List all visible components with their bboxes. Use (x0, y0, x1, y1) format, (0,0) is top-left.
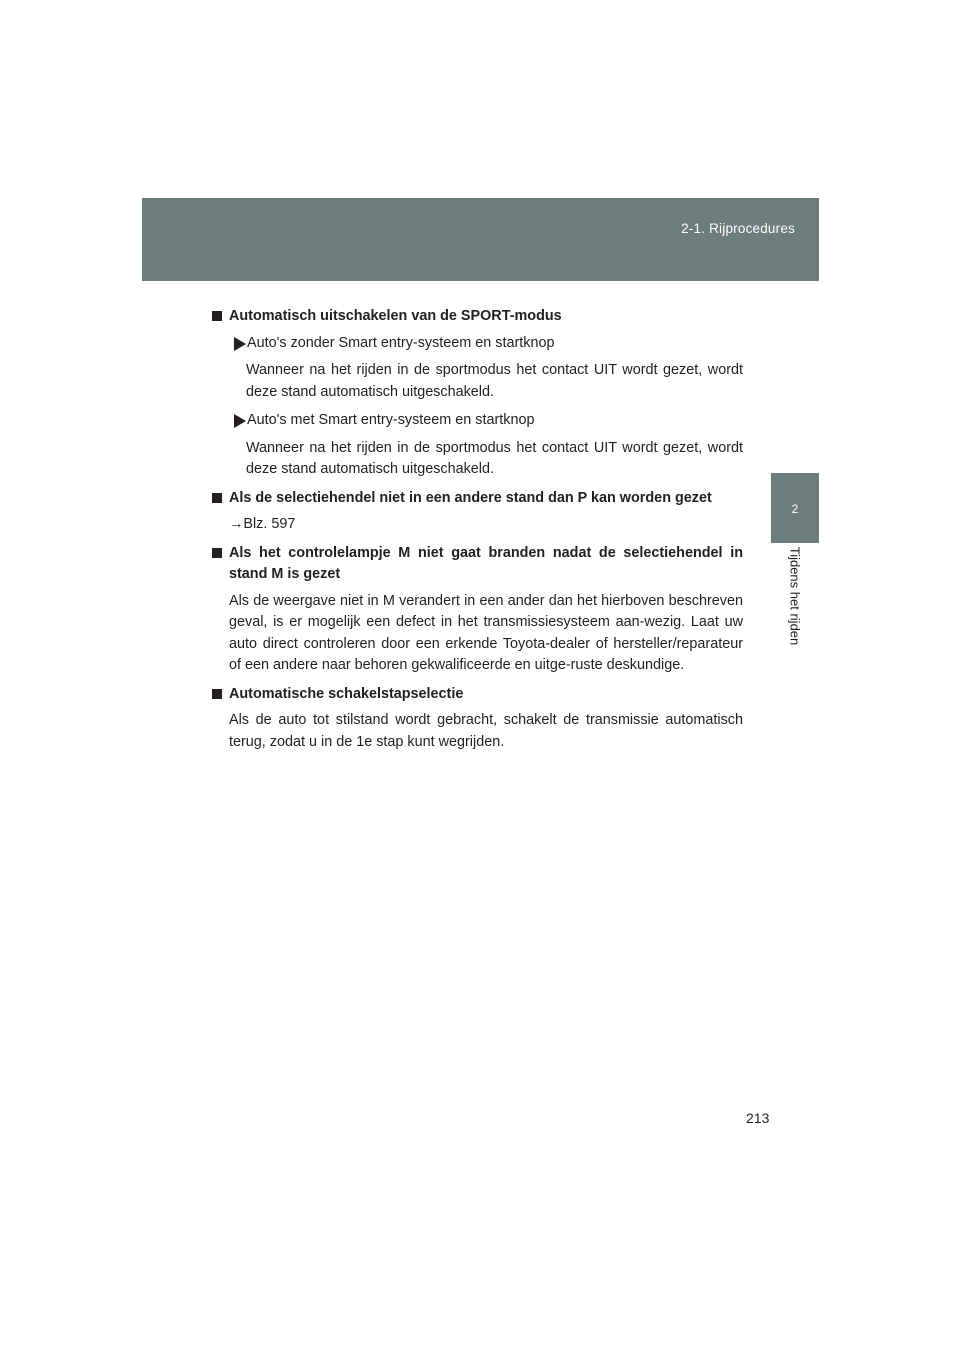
square-bullet-icon (212, 548, 222, 558)
section-title: 2-1. Rijprocedures (681, 221, 795, 236)
sub-item-text: Auto's zonder Smart entry-systeem en startknop (247, 334, 555, 351)
section-heading (212, 684, 743, 706)
section-heading (212, 306, 743, 328)
paragraph: Als de auto tot stilstand wordt gebracht, schakelt de transmissie automatisch terug, zodat u in de 1e stap kunt wegrijden. (229, 712, 743, 750)
square-bullet-icon (212, 493, 222, 503)
arrow-icon: → (229, 516, 244, 532)
sub-item-text: Auto's met Smart entry-systeem en startknop (247, 412, 535, 428)
square-bullet-icon (212, 311, 222, 321)
page-reference-link[interactable]: Blz. 597 (243, 516, 296, 532)
page-reference (212, 514, 743, 536)
paragraph: Wanneer na het rijden in de sportmodus het contact UIT wordt gezet, wordt deze stand automatisch uitgeschakeld. (246, 439, 743, 477)
square-bullet-icon (212, 689, 222, 699)
page-number: 213 (746, 1110, 770, 1126)
paragraph: Wanneer na het rijden in de sportmodus het contact UIT wordt gezet, wordt deze stand automatisch uitgeschakeld. (246, 362, 743, 400)
page-content (212, 306, 743, 760)
heading-text: Als de selectiehendel niet in een andere stand dan P kan worden gezet (229, 489, 712, 506)
chapter-label: Tijdens het rijden (787, 546, 803, 646)
section-heading (212, 488, 743, 510)
chapter-tab (771, 473, 819, 543)
header-band (142, 198, 819, 281)
heading-text: Als het controlelampje M niet gaat branden nadat de selectiehendel in stand M is gezet (229, 544, 743, 582)
triangle-bullet-icon (234, 337, 246, 351)
triangle-bullet-icon (234, 414, 246, 428)
sub-item (212, 410, 743, 432)
section-heading (212, 543, 743, 586)
paragraph: Als de weergave niet in M verandert in een ander dan het hierboven beschreven geval, is er mogelijk een defect in het transmissiesysteem aan-wezig. Laat uw auto direct controleren door een erkende Toyota-dealer of hersteller/reparateur of een andere naar behoren gekwalificeerde en uitge-ruste deskundige. (229, 592, 743, 673)
sub-item (212, 333, 743, 355)
heading-text: Automatische schakelstapselectie (229, 685, 464, 702)
heading-text: Automatisch uitschakelen van de SPORT-modus (229, 308, 562, 324)
chapter-number: 2 (791, 502, 799, 516)
